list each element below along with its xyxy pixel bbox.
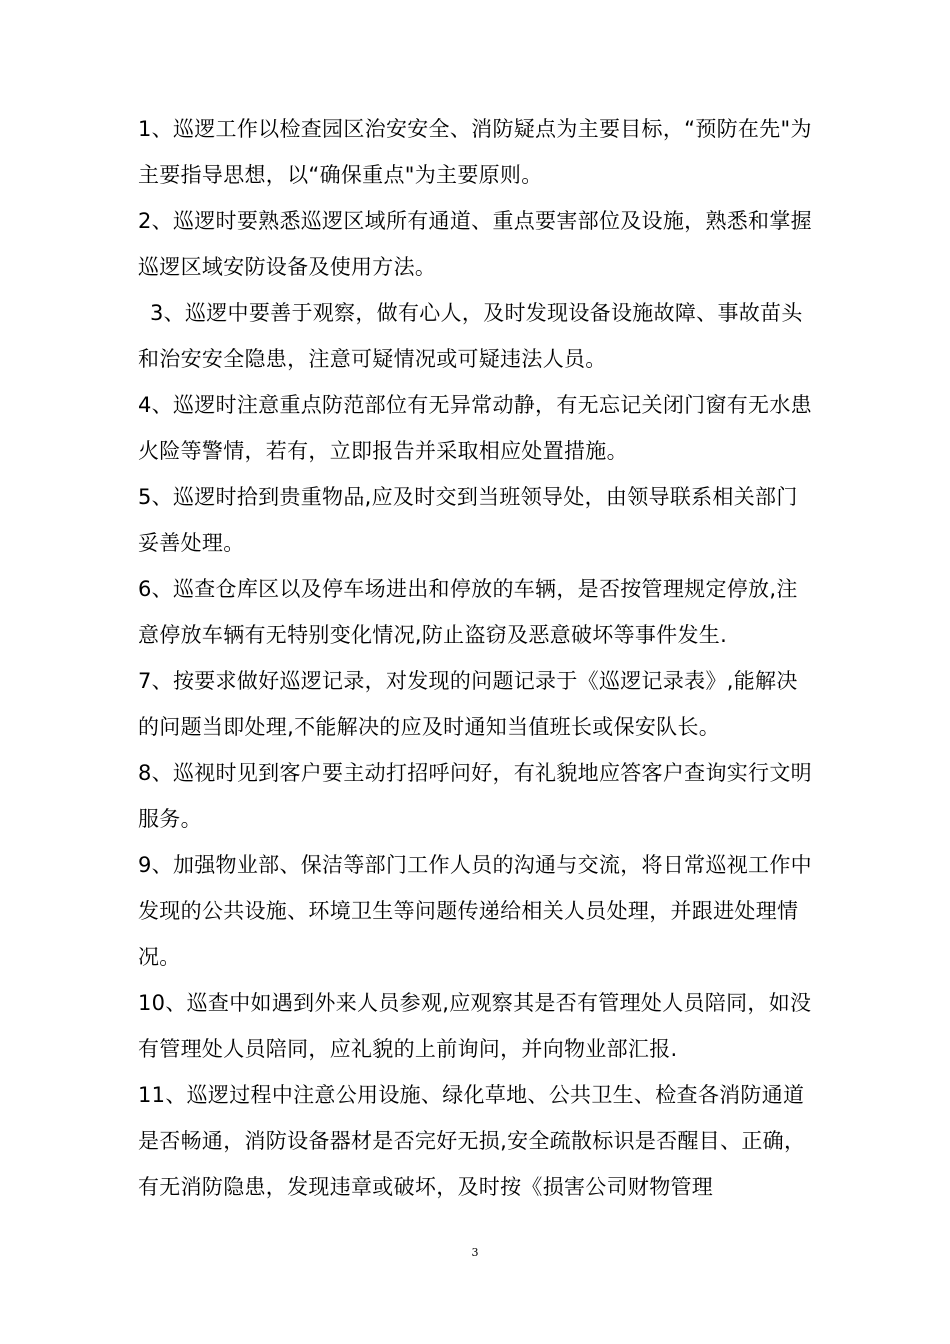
paragraph-7: 7、按要求做好巡逻记录，对发现的问题记录于《巡逻记录表》,能解决的问题当即处理,不能解决的应及时通知当值班长或保安队长。 [138,669,798,739]
paragraph-4: 4、巡逻时注意重点防范部位有无异常动静，有无忘记关闭门窗有无水患火险等警情，若有，立即报告并采取相应处置措施。 [138,393,812,463]
paragraph-8: 8、巡视时见到客户要主动打招呼问好，有礼貌地应答客户查询实行文明服务。 [138,761,812,831]
paragraph-1: 1、巡逻工作以检查园区治安安全、消防疑点为主要目标，“预防在先"为主要指导思想，以“确保重点"为主要原则。 [138,117,812,187]
document-body [138,106,814,1210]
page-number: 3 [471,1246,479,1259]
paragraph-5: 5、巡逻时拾到贵重物品,应及时交到当班领导处，由领导联系相关部门妥善处理。 [138,485,798,555]
paragraph-11: 11、巡逻过程中注意公用设施、绿化草地、公共卫生、检查各消防通道是否畅通，消防设备器材是否完好无损,安全疏散标识是否醒目、正确，有无消防隐患，发现违章或破坏，及时按《损害公司财物管理 [138,1083,806,1199]
paragraph-9: 9、加强物业部、保洁等部门工作人员的沟通与交流，将日常巡视工作中发现的公共设施、环境卫生等问题传递给相关人员处理，并跟进处理情况。 [138,853,812,969]
paragraph-3: 3、巡逻中要善于观察，做有心人，及时发现设备设施故障、事故苗头和治安安全隐患，注意可疑情况或可疑违法人员。 [138,301,803,371]
paragraph-2: 2、巡逻时要熟悉巡逻区域所有通道、重点要害部位及设施，熟悉和掌握巡逻区域安防设备及使用方法。 [138,209,812,279]
paragraph-10: 10、巡查中如遇到外来人员参观,应观察其是否有管理处人员陪同，如没有管理处人员陪同，应礼貌的上前询问，并向物业部汇报. [138,991,812,1061]
paragraph-6: 6、巡查仓库区以及停车场进出和停放的车辆，是否按管理规定停放,注意停放车辆有无特别变化情况,防止盗窃及恶意破坏等事件发生. [138,577,798,647]
